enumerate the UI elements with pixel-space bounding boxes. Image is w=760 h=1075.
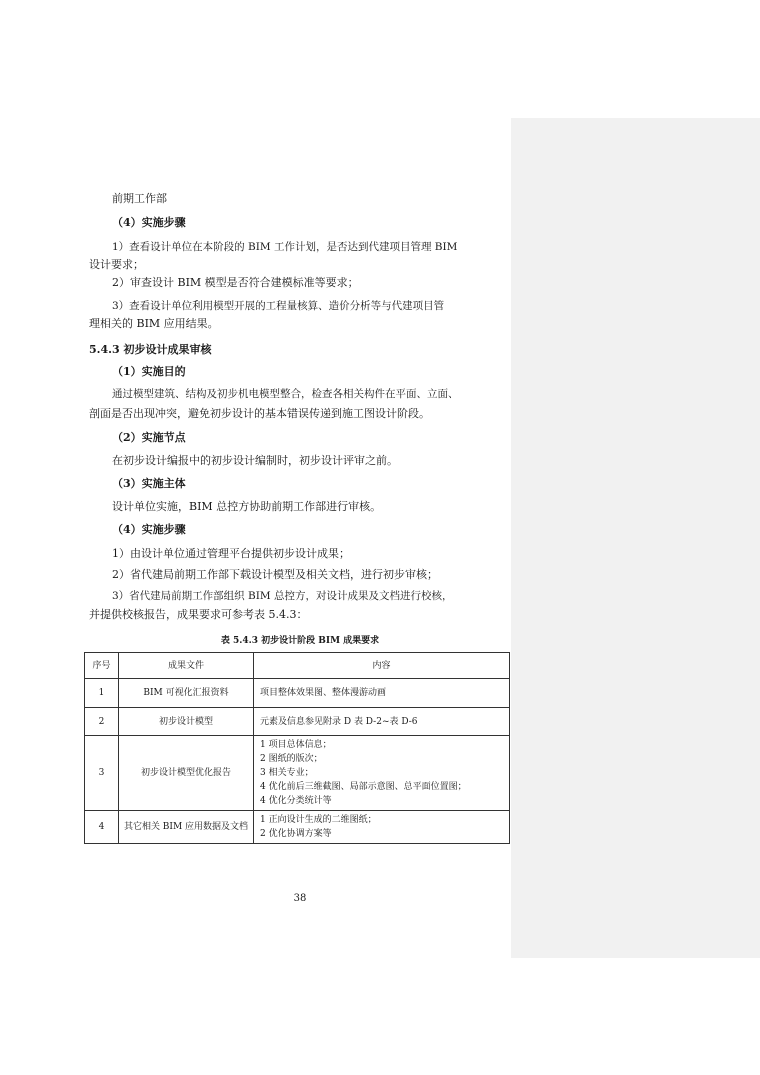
- row-no: 4: [85, 811, 119, 844]
- text-line: 1）由设计单位通过管理平台提供初步设计成果；: [112, 547, 350, 560]
- step-heading: （4）实施步骤: [112, 523, 186, 536]
- text-line: 前期工作部: [112, 192, 167, 205]
- row-file: 初步设计模型: [119, 708, 254, 736]
- row-content: [254, 811, 510, 844]
- results-table: [84, 652, 510, 844]
- text-line: 3）省代建局前期工作部组织 BIM 总控方，对设计成果及文档进行校核，: [112, 590, 453, 602]
- content-item: 4 优化前后三维截图、局部示意图、总平面位置图；: [260, 782, 467, 792]
- text-line: 设计单位实施，BIM 总控方协助前期工作部进行审核。: [112, 500, 382, 513]
- text-line: 在初步设计编报中的初步设计编制时，初步设计评审之前。: [112, 454, 398, 467]
- table-row: [85, 679, 510, 708]
- header-no: 序号: [85, 653, 119, 679]
- row-file: 初步设计模型优化报告: [119, 736, 254, 811]
- row-content: [254, 736, 510, 811]
- content-item: 3 相关专业；: [260, 768, 314, 778]
- row-no: 2: [85, 708, 119, 736]
- comment-pane: [511, 118, 760, 958]
- text-line: 3）查看设计单位利用模型开展的工程量核算、造价分析等与代建项目管: [112, 300, 445, 312]
- header-content: 内容: [254, 653, 510, 679]
- content-item: 2 图纸的版次；: [260, 754, 323, 764]
- content-item: 2 优化协调方案等: [260, 829, 332, 839]
- content-item: 1 正向设计生成的二维图纸；: [260, 815, 377, 825]
- table-row: [85, 736, 510, 811]
- row-file: BIM 可视化汇报资料: [119, 679, 254, 708]
- row-no: 3: [85, 736, 119, 811]
- text-line: 2）省代建局前期工作部下载设计模型及相关文档，进行初步审核；: [112, 568, 438, 581]
- text-line: 设计要求；: [89, 258, 144, 271]
- row-content: 项目整体效果图、整体漫游动画: [254, 679, 510, 708]
- text-line: 通过模型建筑、结构及初步机电模型整合，检查各相关构件在平面、立面、: [112, 388, 459, 400]
- table-caption: 表 5.4.3 初步设计阶段 BIM 成果要求: [220, 636, 380, 646]
- step-heading: （4）实施步骤: [112, 216, 186, 229]
- row-content: 元素及信息参见附录 D 表 D-2~表 D-6: [254, 708, 510, 736]
- text-line: 1）查看设计单位在本阶段的 BIM 工作计划，是否达到代建项目管理 BIM: [112, 241, 458, 253]
- step-heading: （2）实施节点: [112, 431, 186, 444]
- text-line: 并提供校核报告，成果要求可参考表 5.4.3：: [89, 608, 308, 621]
- table-row: [85, 811, 510, 844]
- step-heading: （3）实施主体: [112, 477, 186, 490]
- text-line: 剖面是否出现冲突，避免初步设计的基本错误传递到施工图设计阶段。: [89, 407, 430, 420]
- text-line: 理相关的 BIM 应用结果。: [89, 317, 219, 330]
- row-file: 其它相关 BIM 应用数据及文档: [119, 811, 254, 844]
- row-no: 1: [85, 679, 119, 708]
- page-number: 38: [293, 893, 307, 904]
- section-heading: 5.4.3 初步设计成果审核: [89, 343, 212, 356]
- table-header-row: [85, 653, 510, 679]
- content-item: 1 项目总体信息；: [260, 740, 332, 750]
- text-line: 2）审查设计 BIM 模型是否符合建模标准等要求；: [112, 276, 359, 289]
- step-heading: （1）实施目的: [112, 365, 186, 378]
- table-row: [85, 708, 510, 736]
- content-item: 4 优化分类统计等: [260, 796, 332, 806]
- header-file: 成果文件: [119, 653, 254, 679]
